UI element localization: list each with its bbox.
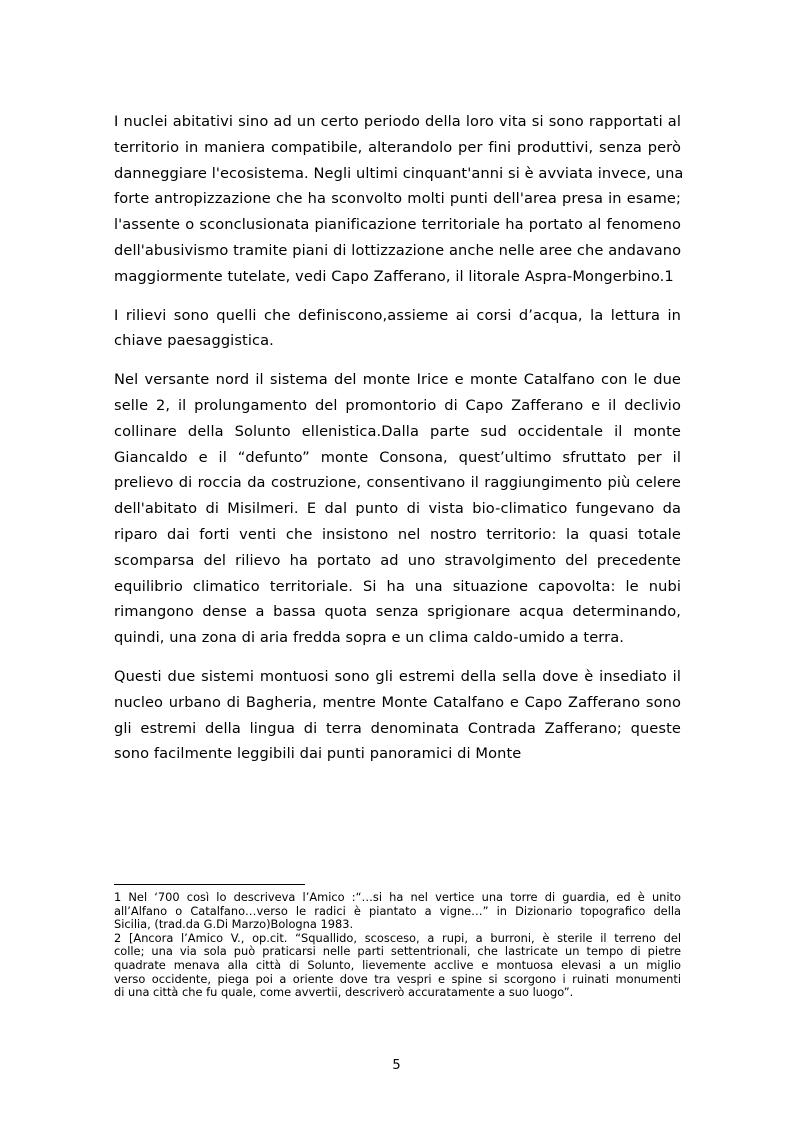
text-line: danneggiare l'ecosistema. Negli ultimi cinquant'anni si è avviata invece, una [114,164,684,182]
footnote-line: all’Alfano o Catalfano…verso le radici è piantato a vigne…” in Dizionario topografico della [114,903,681,918]
paragraph-4 [114,664,681,767]
text-line: selle 2, il prolungamento del promontorio di Capo Zafferano e il declivio [114,396,681,414]
text-line: I nuclei abitativi sino ad un certo periodo della loro vita si sono rapportati al [114,113,681,130]
text-line: rimangono dense a bassa quota senza sprigionare acqua determinando, [114,603,681,621]
text-line: forte antropizzazione che ha sconvolto molti punti dell'area presa in esame; [114,190,681,208]
text-line: dell'abitato di Misilmeri. E dal punto di vista bio-climatico fungevano da [114,500,681,518]
footnote-1 [114,891,681,932]
body-text [114,109,684,780]
text-line: sono facilmente leggibili dai punti panoramici di Monte [114,745,522,763]
text-line: maggiormente tutelate, vedi Capo Zafferano, il litorale Aspra-Mongerbino.1 [114,267,674,285]
footnotes [114,884,681,1000]
footnote-separator [114,884,305,885]
footnote-line: verso occidente, piega poi a oriente dove tra vespri e spine si scorgono i ruinati monumenti [114,971,681,986]
paragraph-1 [114,109,684,290]
text-line: Giancaldo e il “defunto” monte Consona, quest’ultimo sfruttato per il [114,448,681,466]
text-line: Nel versante nord il sistema del monte Irice e monte Catalfano con le due [114,371,681,389]
paragraph-3 [114,367,681,651]
text-line: chiave paesaggistica. [114,332,274,350]
text-line: scomparsa del rilievo ha portato ad uno stravolgimento del precedente [114,551,681,569]
page-number: 5 [392,1058,401,1073]
footnote-line: 1 Nel ‘700 così lo descriveva l’Amico :“…si ha nel vertice una torre di guardia, ed è unito [114,890,681,904]
footnote-line: Sicilia, (trad.da G.Di Marzo)Bologna 1983. [114,917,354,932]
paragraph-2 [114,303,681,355]
text-line: l'assente o sconclusionata pianificazione territoriale ha portato al fenomeno [114,216,681,234]
footnote-2 [114,932,681,1000]
text-line: equilibrio climatico territoriale. Si ha una situazione capovolta: le nubi [114,577,681,595]
footnote-line: colle; una via sola può praticarsi nelle parti settentrionali, che lastricate un tempo di pietre [114,944,681,959]
footnote-line: quadrate menava alla città di Solunto, lievemente acclive e montuosa elevasi a un miglio [114,957,681,972]
text-line: prelievo di roccia da costruzione, consentivano il raggiungimento più celere [114,474,681,492]
text-line: dell'abusivismo tramite piani di lottizzazione anche nelle aree che andavano [114,241,682,259]
text-line: territorio in maniera compatibile, alterandolo per fini produttivi, senza però [114,138,681,156]
text-line: gli estremi della lingua di terra denominata Contrada Zafferano; queste [114,719,681,737]
text-line: Questi due sistemi montuosi sono gli estremi della sella dove è insediato il [114,667,681,685]
text-line: riparo dai forti venti che insistono nel nostro territorio: la quasi totale [114,525,681,543]
footnote-line: di una città che fu quale, come avvertii, descriverò accuratamente a suo luogo”. [114,985,574,1000]
text-line: I rilievi sono quelli che definiscono,assieme ai corsi d’acqua, la lettura in [114,306,681,324]
text-line: quindi, una zona di aria fredda sopra e un clima caldo-umido a terra. [114,629,625,647]
footnote-line: 2 [Ancora l’Amico V., op.cit. “Squallido, scosceso, a rupi, a burroni, è sterile il terreno del [114,930,681,945]
text-line: collinare della Solunto ellenistica.Dalla parte sud occidentale il monte [114,422,681,440]
text-line: nucleo urbano di Bagheria, mentre Monte Catalfano e Capo Zafferano sono [114,693,681,711]
